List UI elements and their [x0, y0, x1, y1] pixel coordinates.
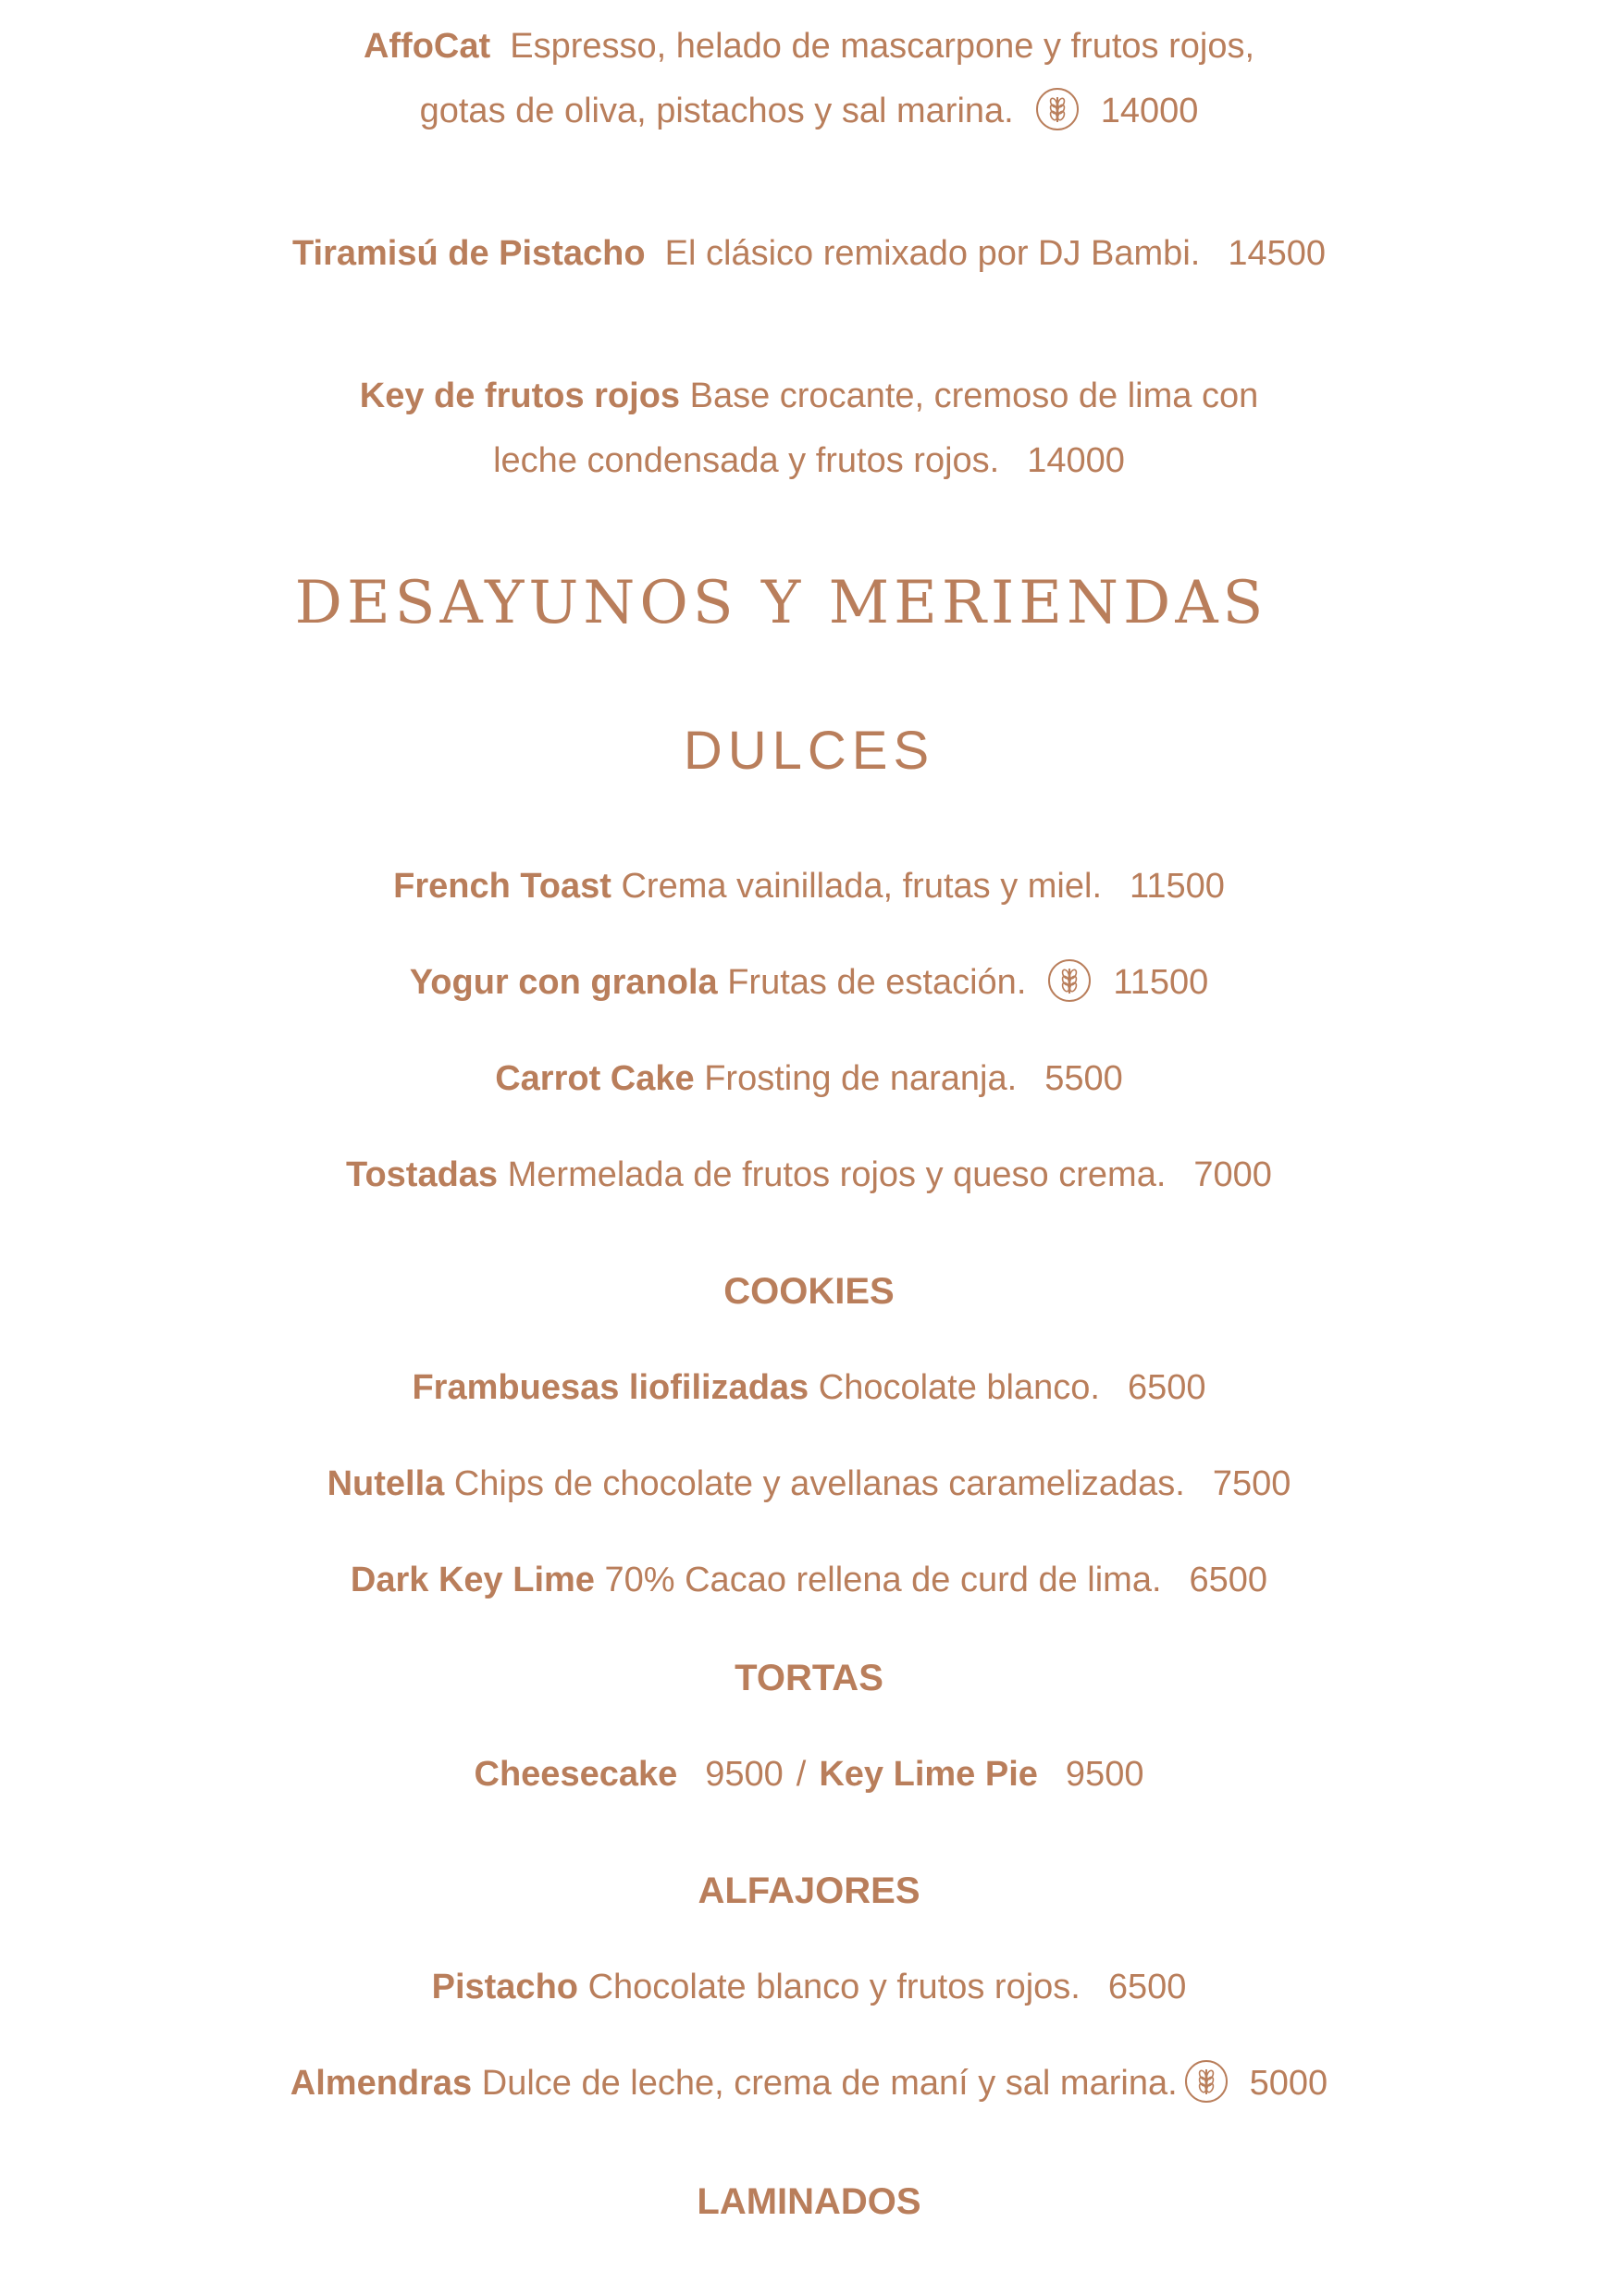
menu-item-key-frutos — [0, 374, 1618, 418]
item-description: gotas de oliva, pistachos y sal marina. — [419, 92, 1014, 130]
item-price: 11500 — [1113, 963, 1209, 1002]
item-name: French Toast — [393, 867, 611, 906]
dulces-title: DULCES — [683, 721, 935, 781]
item-price: 5000 — [1249, 2064, 1328, 2103]
item-description: 70% Cacao rellena de curd de lima. — [604, 1561, 1162, 1599]
menu-item-frambuesas — [0, 1365, 1618, 1410]
item-price: 7000 — [1193, 1155, 1272, 1194]
menu-item-french-toast — [0, 864, 1618, 908]
item-price: 9500 — [705, 1755, 784, 1794]
section-title: DESAYUNOS Y MERIENDAS — [294, 569, 1268, 637]
menu-item-tostadas — [0, 1153, 1618, 1197]
item-description: Chocolate blanco y frutos rojos. — [587, 1968, 1081, 2006]
menu-item-almendras — [0, 2061, 1618, 2105]
item-price: 11500 — [1130, 867, 1225, 906]
item-price: 14500 — [1228, 234, 1326, 273]
separator: / — [796, 1755, 807, 1794]
menu-item-yogur — [0, 960, 1618, 1005]
item-name: Key de frutos rojos — [359, 376, 681, 415]
item-price: 6500 — [1127, 1368, 1206, 1407]
item-description: El clásico remixado por DJ Bambi. — [664, 234, 1201, 273]
item-description: Base crocante, cremoso de lima con — [689, 376, 1259, 415]
item-price: 7500 — [1212, 1464, 1291, 1503]
item-price: 14000 — [1100, 92, 1199, 130]
item-price: 6500 — [1107, 1968, 1187, 2006]
item-name: Tiramisú de Pistacho — [292, 234, 646, 273]
wheat-free-icon — [1034, 86, 1081, 132]
item-description: Frutas de estación. — [727, 963, 1027, 1002]
menu-item-affocat — [0, 24, 1618, 68]
item-description: leche condensada y frutos rojos. — [493, 441, 1000, 480]
item-description: Espresso, helado de mascarpone y frutos rojos, — [510, 27, 1255, 66]
item-description: Crema vainillada, frutas y miel. — [621, 867, 1102, 906]
menu-item-affocat-line2 — [0, 89, 1618, 133]
item-description: Chocolate blanco. — [818, 1368, 1100, 1407]
menu-item-tortas — [0, 1752, 1618, 1796]
item-description: Dulce de leche, crema de maní y sal marina. — [481, 2064, 1178, 2103]
item-description: Frosting de naranja. — [704, 1059, 1018, 1098]
laminados-title: LAMINADOS — [697, 2181, 921, 2222]
menu-item-tiramisu — [0, 231, 1618, 276]
menu-item-key-frutos-line2 — [0, 438, 1618, 483]
item-name: Dark Key Lime — [350, 1561, 595, 1599]
item-description: Mermelada de frutos rojos y queso crema. — [507, 1155, 1167, 1194]
item-price: 5500 — [1044, 1059, 1123, 1098]
menu-item-pistacho — [0, 1965, 1618, 2009]
item-name: Key Lime Pie — [819, 1755, 1038, 1794]
item-description: Chips de chocolate y avellanas caramelizadas. — [453, 1464, 1185, 1503]
item-price: 14000 — [1027, 441, 1125, 480]
item-name: AffoCat — [363, 27, 491, 66]
item-name: Almendras — [290, 2064, 473, 2103]
item-name: Yogur con granola — [409, 963, 718, 1002]
item-name: Frambuesas liofilizadas — [412, 1368, 809, 1407]
menu-item-dark-key-lime — [0, 1558, 1618, 1602]
item-name: Cheesecake — [474, 1755, 678, 1794]
wheat-free-icon — [1046, 957, 1093, 1004]
item-name: Nutella — [327, 1464, 445, 1503]
cookies-title: COOKIES — [723, 1271, 895, 1312]
item-price: 9500 — [1065, 1755, 1144, 1794]
item-name: Carrot Cake — [495, 1059, 695, 1098]
item-name: Tostadas — [346, 1155, 499, 1194]
item-price: 6500 — [1189, 1561, 1268, 1599]
wheat-free-icon — [1183, 2058, 1229, 2105]
alfajores-title: ALFAJORES — [698, 1870, 920, 1911]
menu-item-nutella — [0, 1462, 1618, 1506]
menu-item-carrot-cake — [0, 1056, 1618, 1101]
item-name: Pistacho — [431, 1968, 578, 2006]
tortas-title: TORTAS — [735, 1658, 883, 1698]
